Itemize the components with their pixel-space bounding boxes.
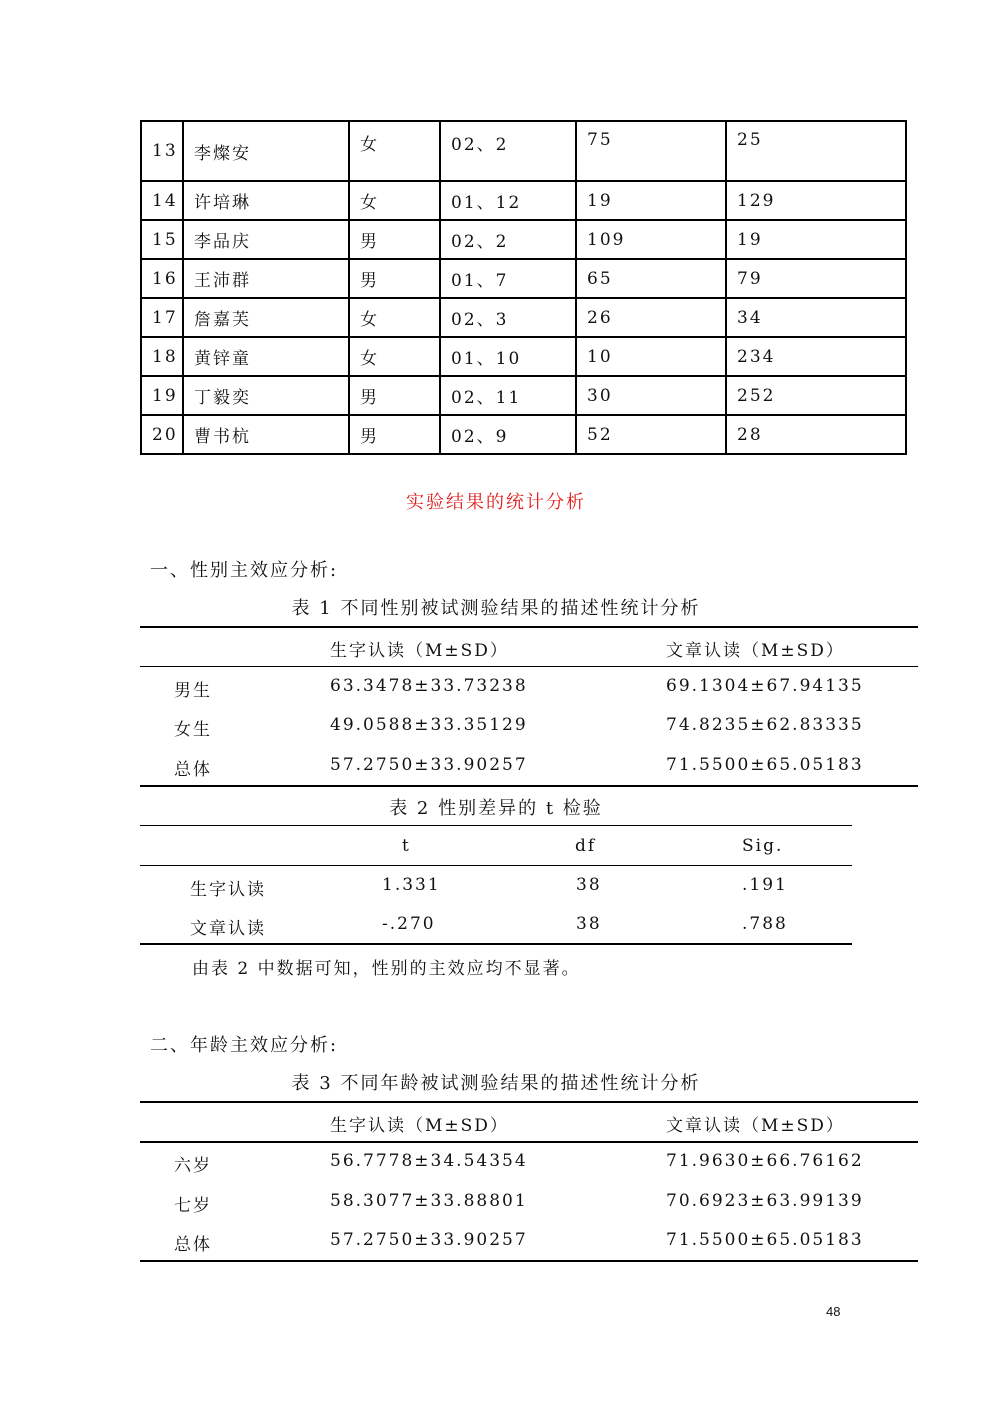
cell-age: 01、7 [440, 259, 576, 298]
section2-heading: 二、年龄主效应分析: [150, 1035, 339, 1056]
table3-caption: 表 3 不同年龄被试测验结果的描述性统计分析 [291, 1073, 701, 1094]
cell-gender: 女 [349, 121, 440, 181]
table1-row-label: 总体 [174, 760, 212, 780]
table1-top-rule [140, 626, 918, 628]
table1-cell: 63.3478±33.73238 [330, 676, 528, 696]
table3-cell: 71.5500±65.05183 [666, 1230, 864, 1250]
cell-score1: 109 [576, 220, 726, 259]
cell-score2: 19 [726, 220, 906, 259]
table2-row-label: 文章认读 [190, 919, 266, 939]
table-row [141, 121, 906, 181]
section1-heading: 一、性别主效应分析: [150, 560, 339, 581]
cell-name: 黄锌童 [183, 337, 349, 376]
cell-score1: 52 [576, 415, 726, 454]
cell-name: 曹书杭 [183, 415, 349, 454]
table1-row-label: 女生 [174, 720, 212, 740]
table3-header-col2: 文章认读（M±SD） [666, 1116, 845, 1136]
table3-cell: 57.2750±33.90257 [330, 1230, 528, 1250]
table2-cell: 1.331 [382, 875, 441, 895]
table2-cell: 38 [576, 875, 602, 895]
table3-cell: 70.6923±63.99139 [666, 1191, 864, 1211]
cell-no: 13 [141, 121, 183, 181]
table2-row-label: 生字认读 [190, 880, 266, 900]
cell-score1: 30 [576, 376, 726, 415]
cell-age: 02、11 [440, 376, 576, 415]
table2-cell: .788 [742, 914, 788, 934]
cell-gender: 男 [349, 220, 440, 259]
cell-age: 02、9 [440, 415, 576, 454]
table1-header-col1: 生字认读（M±SD） [330, 641, 509, 661]
cell-no: 15 [141, 220, 183, 259]
table3-header-rule [140, 1141, 918, 1143]
table1-cell: 69.1304±67.94135 [666, 676, 864, 696]
cell-gender: 男 [349, 415, 440, 454]
cell-score2: 34 [726, 298, 906, 337]
cell-name: 王沛群 [183, 259, 349, 298]
cell-age: 02、2 [440, 121, 576, 181]
section1-conclusion: 由表 2 中数据可知，性别的主效应均不显著。 [192, 959, 581, 979]
table2-cell: .191 [742, 875, 788, 895]
table2-cell: -.270 [382, 914, 436, 934]
main-title: 实验结果的统计分析 [406, 492, 586, 513]
cell-name: 李燦安 [183, 121, 349, 181]
cell-name: 李品庆 [183, 220, 349, 259]
table2-top-rule [140, 825, 852, 826]
cell-score2: 234 [726, 337, 906, 376]
table2-header-t: t [402, 836, 411, 856]
table3-row-label: 七岁 [174, 1196, 212, 1216]
table-row [141, 415, 906, 454]
table1-row-label: 男生 [174, 681, 212, 701]
cell-name: 丁毅奕 [183, 376, 349, 415]
table3-cell: 58.3077±33.88801 [330, 1191, 528, 1211]
table1-bottom-rule [140, 785, 918, 787]
cell-name: 詹嘉芙 [183, 298, 349, 337]
cell-score2: 28 [726, 415, 906, 454]
cell-score1: 19 [576, 181, 726, 220]
cell-gender: 女 [349, 337, 440, 376]
table-row [141, 181, 906, 220]
table1-cell: 57.2750±33.90257 [330, 755, 528, 775]
page-number: 48 [826, 1304, 841, 1319]
cell-score2: 129 [726, 181, 906, 220]
table3-row-label: 总体 [174, 1235, 212, 1255]
cell-score1: 75 [576, 121, 726, 181]
table-row [141, 298, 906, 337]
table3-top-rule [140, 1101, 918, 1103]
table2-caption: 表 2 性别差异的 t 检验 [389, 798, 603, 819]
table3-cell: 56.7778±34.54354 [330, 1151, 528, 1171]
cell-gender: 女 [349, 298, 440, 337]
cell-score1: 10 [576, 337, 726, 376]
cell-age: 01、12 [440, 181, 576, 220]
cell-age: 02、2 [440, 220, 576, 259]
table2-header-df: df [575, 836, 597, 856]
table-row [141, 376, 906, 415]
cell-score2: 79 [726, 259, 906, 298]
table3-header-col1: 生字认读（M±SD） [330, 1116, 509, 1136]
table2-header-rule [140, 865, 852, 866]
cell-age: 01、10 [440, 337, 576, 376]
cell-score1: 26 [576, 298, 726, 337]
table-row [141, 220, 906, 259]
cell-no: 17 [141, 298, 183, 337]
table2-header-sig: Sig. [742, 836, 784, 856]
cell-name: 许培琳 [183, 181, 349, 220]
table2-bottom-rule [140, 943, 852, 945]
table3-cell: 71.9630±66.76162 [666, 1151, 864, 1171]
table1-cell: 74.8235±62.83335 [666, 715, 864, 735]
table2-cell: 38 [576, 914, 602, 934]
cell-gender: 男 [349, 376, 440, 415]
table-row [141, 337, 906, 376]
cell-no: 19 [141, 376, 183, 415]
cell-no: 18 [141, 337, 183, 376]
cell-no: 14 [141, 181, 183, 220]
cell-no: 20 [141, 415, 183, 454]
table1-cell: 49.0588±33.35129 [330, 715, 528, 735]
cell-age: 02、3 [440, 298, 576, 337]
cell-no: 16 [141, 259, 183, 298]
cell-score2: 252 [726, 376, 906, 415]
table3-row-label: 六岁 [174, 1156, 212, 1176]
table1-cell: 71.5500±65.05183 [666, 755, 864, 775]
table1-header-col2: 文章认读（M±SD） [666, 641, 845, 661]
participants-table [140, 120, 907, 455]
table3-bottom-rule [140, 1260, 918, 1262]
cell-gender: 男 [349, 259, 440, 298]
cell-score2: 25 [726, 121, 906, 181]
table1-header-rule [140, 666, 918, 667]
cell-gender: 女 [349, 181, 440, 220]
cell-score1: 65 [576, 259, 726, 298]
table-row [141, 259, 906, 298]
table1-caption: 表 1 不同性别被试测验结果的描述性统计分析 [291, 598, 701, 619]
